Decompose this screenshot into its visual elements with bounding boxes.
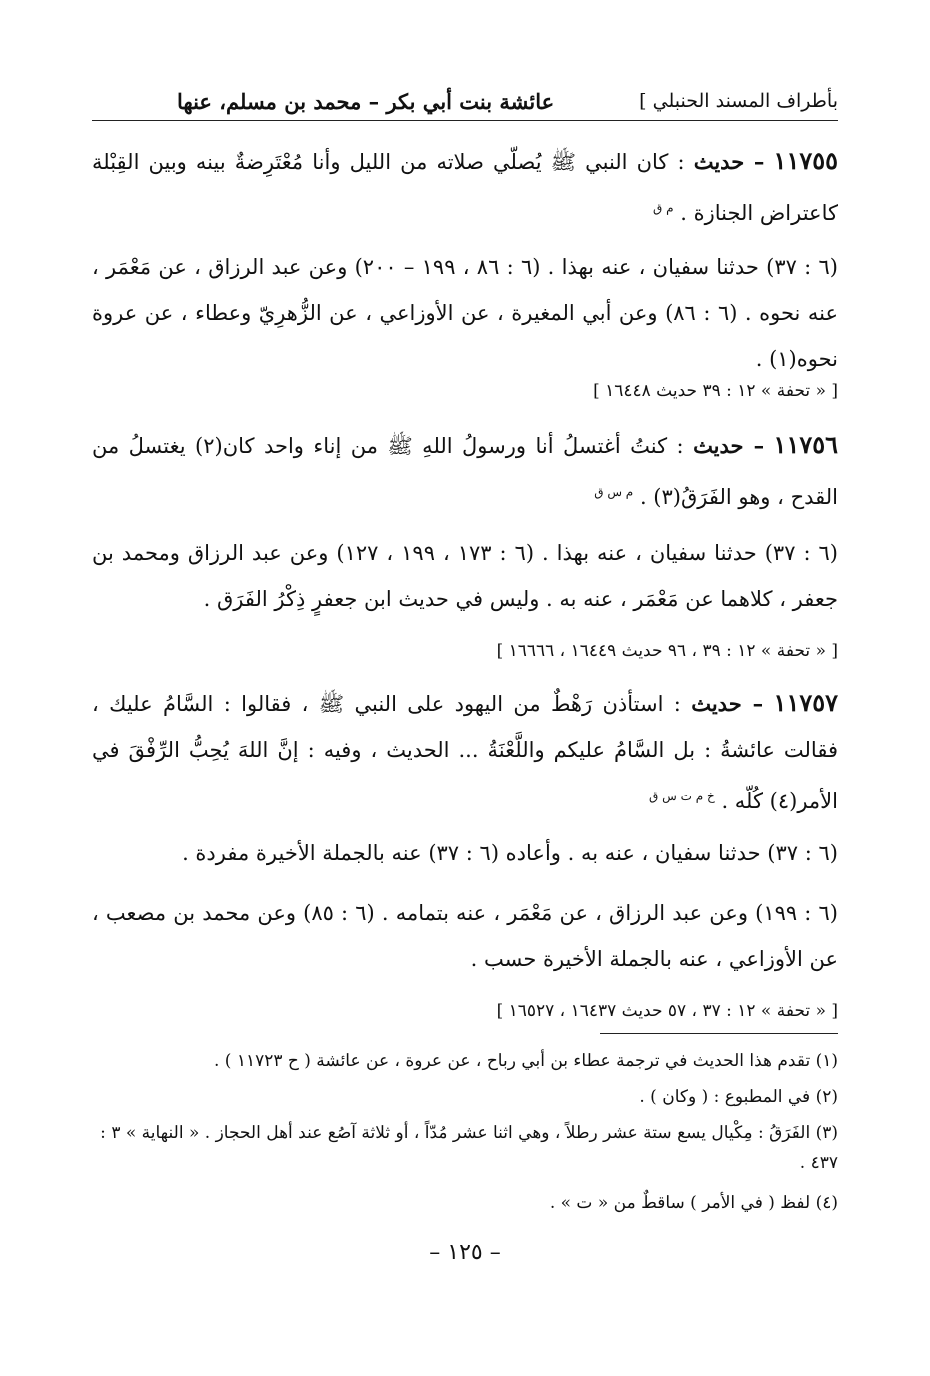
footnote: (٢) في المطبوع : ( وكان ) . bbox=[639, 1087, 838, 1107]
hadith-entry: ١١٧٥٥ – حديث : كان النبي ﷺ يُصلّي صلاته من الليل وأنا مُعْتَرِضةٌ بينه وبين القِبْلة كاعتراض الجنازة . $^{م ق}$ bbox=[92, 146, 838, 225]
running-header bbox=[92, 84, 838, 118]
footnote: (٤) لفظ ( في الأمر ) ساقطٌ من « ت » . bbox=[549, 1193, 838, 1213]
hadith-number: ١١٧٥٧ bbox=[773, 688, 838, 717]
hadith-keyword: حديث bbox=[693, 433, 744, 458]
footnote: (١) تقدم هذا الحديث في ترجمة عطاء بن أبي رباح ، عن عروة ، عن عائشة ( ح ١١٧٢٣ ) . bbox=[213, 1051, 838, 1071]
hadith-keyword: حديث bbox=[691, 691, 742, 716]
hadith-chain: (٦ : ٣٧) حدثنا سفيان ، عنه به . وأعاده (٦ : ٣٧) عنه بالجملة الأخيرة مفردة . bbox=[182, 841, 838, 865]
hadith-sigla: م س ق bbox=[594, 485, 634, 499]
hadith-chain: (٦ : ١٩٩) وعن عبد الرزاق ، عن مَعْمَر ، عنه بتمامه . (٦ : ٨٥) وعن محمد بن مصعب ، عن الأوزاعي ، عنه بالجملة الأخيرة حسب . bbox=[92, 901, 838, 971]
tuhfa-reference: [ « تحفة » ١٢ : ٣٩ ، ٩٦ حديث ١٦٤٤٩ ، ١٦٦٦٦ ] bbox=[496, 641, 838, 661]
hadith-chain: (٦ : ٣٧) حدثنا سفيان ، عنه بهذا . (٦ : ١٧٣ ، ١٩٩ ، ١٢٧) وعن عبد الرزاق ومحمد بن جعفر ، كلاهما عن مَعْمَر ، عنه به . وليس في حديث ابن جعفرٍ ذِكْرُ الفَرَق . bbox=[92, 541, 838, 611]
hadith-entry: ١١٧٥٦ – حديث : كنتُ أغتسلُ أنا ورسولُ اللهِ ﷺ من إناء واحد كان(٢) يغتسلُ من القدح ، وهو الفَرَقُ(٣) . $^{م س ق}$ bbox=[92, 430, 838, 509]
hadith-text: : كنتُ أغتسلُ أنا ورسولُ اللهِ ﷺ من إناء واحد كان(٢) يغتسلُ من القدح ، وهو الفَرَقُ(٣) . bbox=[92, 434, 838, 509]
tuhfa-reference: [ « تحفة » ١٢ : ٣٩ حديث ١٦٤٤٨ ] bbox=[593, 381, 838, 401]
hadith-sigla: م ق bbox=[652, 201, 674, 215]
hadith-chain: (٦ : ٣٧) حدثنا سفيان ، عنه بهذا . (٦ : ٨٦ ، ١٩٩ – ٢٠٠) وعن عبد الرزاق ، عن مَعْمَر ، عنه نحوه . (٦ : ٨٦) وعن أبي المغيرة ، عن الأوزاعي ، عن الزُّهرِيّ وعطاء ، عن عروة نحوه(١) . bbox=[92, 255, 838, 371]
footnote-separator bbox=[600, 1033, 838, 1034]
hadith-text: : كان النبي ﷺ يُصلّي صلاته من الليل وأنا مُعْتَرِضةٌ بينه وبين القِبْلة كاعتراض الجنازة . bbox=[92, 150, 838, 225]
header-chapter-title: عائشة بنت أبي بكر – محمد بن مسلم، عنها bbox=[176, 88, 555, 114]
hadith-text: : استأذن رَهْطٌ من اليهود على النبي ﷺ ، فقالوا : السَّامُ عليك ، فقالت عائشةُ : بل السَّامُ عليكم واللَّعْنَةُ ... الحديث ، وفيه : إنَّ اللهَ يُحِبُّ الرِّفْقَ في الأمر(٤) كُلّه . bbox=[92, 692, 838, 813]
header-book-title: بأطراف المسند الحنبلي ] bbox=[639, 90, 838, 112]
hadith-entry: ١١٧٥٧ – حديث : استأذن رَهْطٌ من اليهود على النبي ﷺ ، فقالوا : السَّامُ عليك ، فقالت عائشةُ : بل السَّامُ عليكم واللَّعْنَةُ ... الحديث ، وفيه : إنَّ اللهَ يُحِبُّ الرِّفْقَ في الأمر(٤) كُلّه . $^{خ م ت س ق}$ bbox=[92, 688, 838, 813]
page-number: – ١٢٥ – bbox=[429, 1240, 501, 1265]
footnote: (٣) الفَرَقُ : مِكْيال يسع ستة عشر رطلاً ، وهي اثنا عشر مُدّاً ، أو ثلاثة آصُع عند أهل الحجاز . « النهاية » ٣ : ٤٣٧ . bbox=[100, 1123, 838, 1173]
hadith-keyword: حديث bbox=[693, 149, 745, 174]
hadith-sigla: خ م ت س ق bbox=[649, 789, 715, 803]
header-rule bbox=[92, 120, 838, 121]
hadith-number: ١١٧٥٥ bbox=[773, 146, 838, 175]
tuhfa-reference: [ « تحفة » ١٢ : ٣٧ ، ٥٧ حديث ١٦٤٣٧ ، ١٦٥٢٧ ] bbox=[496, 1001, 838, 1021]
hadith-number: ١١٧٥٦ bbox=[773, 430, 838, 459]
